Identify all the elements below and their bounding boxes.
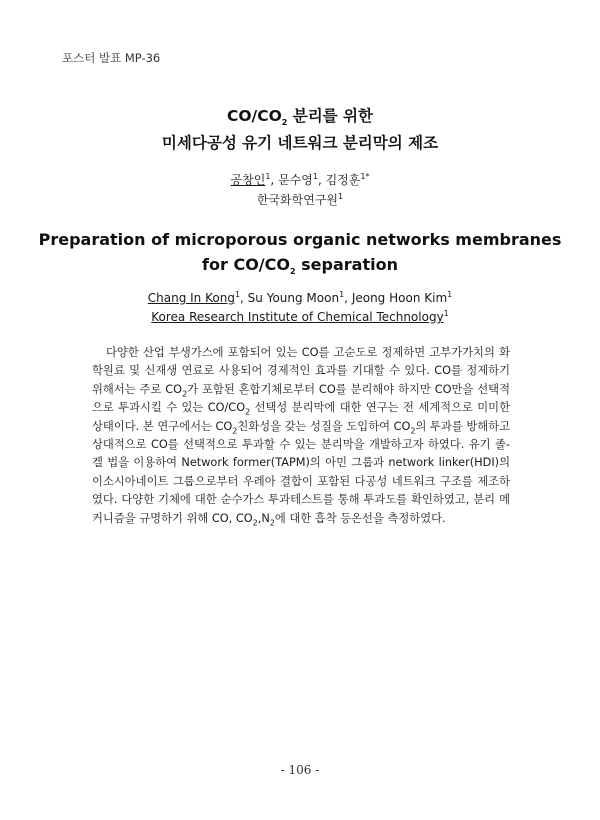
abstract-subscript: 2 [410, 425, 416, 435]
korean-title-line1 [0, 104, 600, 126]
abstract-text: ,N [257, 511, 270, 525]
english-author-name: Chang In Kong [147, 291, 235, 305]
author-separator: , [270, 173, 279, 187]
abstract-text: 가 포함된 혼합기체로부터 CO를 분리해야 하지만 CO만을 선택적으로 투과시킬 수 있는 CO/CO [92, 382, 510, 415]
author-separator: , [240, 291, 248, 305]
abstract-text: 친화성을 갖는 성질을 도입하여 CO [237, 419, 411, 433]
korean-author-name: 공창인 [230, 173, 266, 187]
abstract-text: 의 투과를 방해하고 상대적으로 CO를 선택적으로 투과할 수 있는 분리막을 개발하고자 하였다. 유기 졸-겔 법을 이용하여 Network former(TAPM)의 아민 그룹과 network linker(HDI)의 이소시아네이트 그룹으로부터 우레아 결합이 포함된 다공성 네트워크 구조를 제조하였다. 다양한 기체에 대한 순수가스 투과테스트를 통해 투과도를 확인하였고, 분리 메커니즘을 규명하기 위해 CO, CO [92, 419, 510, 525]
korean-author-name: 문수영 [278, 173, 313, 187]
korean-author-sup: 1* [360, 172, 370, 181]
abstract-subscript: 2 [182, 389, 188, 399]
english-author-sup: 1 [339, 290, 345, 299]
abstract-subscript: 2 [245, 407, 251, 417]
english-affiliation-text: Korea Research Institute of Chemical Technology [151, 310, 444, 324]
english-title-subscript: 2 [289, 267, 296, 277]
korean-title-text-a: CO/CO [226, 107, 282, 125]
korean-author-name: 김정훈 [325, 173, 361, 187]
korean-title-text-b: 분리를 위한 [287, 107, 373, 125]
english-author-sup: 1 [447, 290, 453, 299]
abstract-subscript: 2 [232, 425, 238, 435]
korean-affiliation-text: 한국화학연구원 [256, 193, 339, 207]
english-author-name: Jeong Hoon Kim [351, 291, 448, 305]
english-title-text-a: for CO/CO [202, 255, 290, 274]
abstract-text: 에 대한 흡착 등온선을 측정하였다. [274, 511, 446, 525]
page-number: - 106 - [280, 763, 320, 777]
session-label: 포스터 발표 MP-36 [62, 51, 161, 65]
english-title-text-b: separation [295, 255, 398, 274]
english-authors [0, 291, 600, 305]
korean-authors [0, 171, 600, 188]
korean-affiliation [0, 191, 600, 208]
english-title-line1: Preparation of microporous organic networks membranes [38, 230, 562, 249]
author-separator: , [344, 291, 352, 305]
korean-author-sup: 1 [312, 172, 318, 181]
english-affiliation [0, 310, 600, 324]
korean-author-sup: 1 [265, 172, 271, 181]
abstract-paragraph [92, 344, 510, 528]
author-separator: , [317, 173, 326, 187]
abstract-text: 다양한 산업 부생가스에 포함되어 있는 CO를 고순도로 정제하면 고부가가치의 화학원료 및 신재생 연료로 사용되어 경제적인 효과를 기대할 수 있다. CO를 정제하기 위해서는 주로 CO [92, 346, 510, 396]
korean-affiliation-sup: 1 [338, 192, 344, 201]
english-author-sup: 1 [234, 290, 241, 299]
english-author-name: Su Young Moon [247, 291, 340, 305]
english-affiliation-sup: 1 [443, 309, 449, 318]
abstract-text: 선택성 분리막에 대한 연구는 전 세계적으로 미미한 상태이다. 본 연구에서는 CO [92, 401, 510, 433]
abstract-subscript: 2 [252, 517, 258, 527]
korean-title-subscript: 2 [281, 118, 288, 128]
korean-title-line2: 미세다공성 유기 네트워크 분리막의 제조 [161, 134, 439, 152]
english-title-line2 [0, 255, 600, 277]
abstract-subscript: 2 [269, 517, 275, 527]
